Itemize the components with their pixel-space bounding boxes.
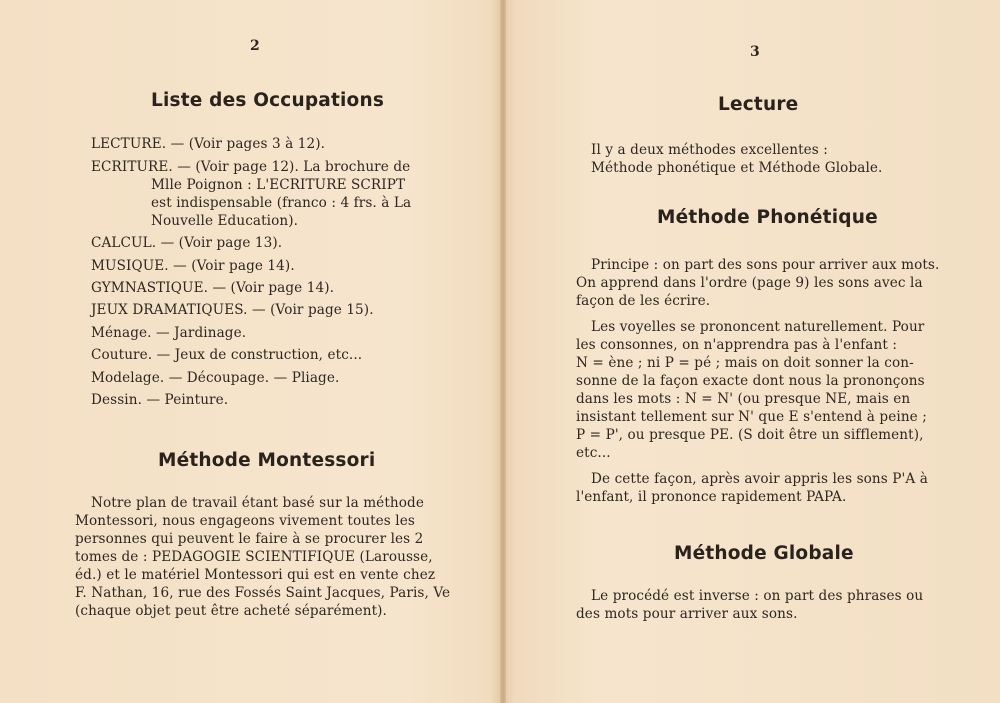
paragraph-line: sonne de la façon exacte dont nous la prononçons bbox=[576, 373, 925, 389]
paragraph-line: Méthode phonétique et Méthode Globale. bbox=[591, 160, 883, 176]
occupation-line: MUSIQUE. — (Voir page 14). bbox=[91, 258, 295, 274]
occupation-line: JEUX DRAMATIQUES. — (Voir page 15). bbox=[91, 302, 374, 318]
paragraph-line: Le procédé est inverse : on part des phrases ou bbox=[591, 588, 924, 604]
occupation-line: LECTURE. — (Voir pages 3 à 12). bbox=[91, 136, 326, 152]
paragraph-line: tomes de : PEDAGOGIE SCIENTIFIQUE (Larousse, bbox=[75, 549, 433, 565]
paragraph-line: N = ène ; ni P = pé ; mais on doit sonner la con- bbox=[576, 355, 914, 371]
right-page bbox=[506, 0, 1000, 703]
paragraph-line: personnes qui peuvent le faire à se procurer les 2 bbox=[75, 531, 424, 547]
paragraph-line: Principe : on part des sons pour arriver aux mots. bbox=[591, 257, 940, 273]
occupation-line: Modelage. — Découpage. — Pliage. bbox=[91, 370, 340, 386]
section-heading: Méthode Montessori bbox=[158, 450, 376, 471]
paragraph-line: P = P', ou presque PE. (S doit être un sifflement), bbox=[576, 427, 924, 443]
occupation-line: ECRITURE. — (Voir page 12). La brochure de bbox=[91, 159, 411, 175]
paragraph-line: éd.) et le matériel Montessori qui est en vente chez bbox=[75, 567, 436, 583]
paragraph-line: F. Nathan, 16, rue des Fossés Saint Jacques, Paris, Ve bbox=[75, 585, 451, 601]
paragraph-line: façon de les écrire. bbox=[576, 293, 711, 309]
paragraph-line: dans les mots : N = N' (ou presque NE, mais en bbox=[576, 391, 911, 407]
paragraph-line: Montessori, nous engageons vivement toutes les bbox=[75, 513, 415, 529]
occupation-line: Dessin. — Peinture. bbox=[91, 392, 229, 408]
page-title: Liste des Occupations bbox=[151, 90, 385, 111]
paragraph-line: Les voyelles se prononcent naturellement. Pour bbox=[591, 319, 925, 335]
paragraph-line: Il y a deux méthodes excellentes : bbox=[591, 142, 828, 158]
paragraph-line: De cette façon, après avoir appris les sons P'A à bbox=[591, 471, 928, 487]
occupation-line: Ménage. — Jardinage. bbox=[91, 325, 247, 341]
paragraph-line: insistant tellement sur N' que E s'entend à peine ; bbox=[576, 409, 927, 425]
paragraph-line: l'enfant, il prononce rapidement PAPA. bbox=[576, 489, 847, 505]
occupation-line: est indispensable (franco : 4 frs. à La bbox=[151, 195, 412, 211]
paragraph-line: Notre plan de travail étant basé sur la méthode bbox=[91, 495, 424, 511]
paragraph-line: On apprend dans l'ordre (page 9) les sons avec la bbox=[576, 275, 923, 291]
occupation-line: GYMNASTIQUE. — (Voir page 14). bbox=[91, 280, 335, 296]
paragraph-line: etc... bbox=[576, 445, 611, 461]
occupation-line: Mlle Poignon : L'ECRITURE SCRIPT bbox=[151, 177, 406, 193]
occupation-line: Couture. — Jeux de construction, etc... bbox=[91, 347, 363, 363]
paragraph-line: des mots pour arriver aux sons. bbox=[576, 606, 798, 622]
section-heading: Méthode Phonétique bbox=[657, 207, 878, 228]
page-number: 3 bbox=[750, 44, 760, 60]
paragraph-line: les consonnes, on n'apprendra pas à l'enfant : bbox=[576, 337, 898, 353]
occupation-line: CALCUL. — (Voir page 13). bbox=[91, 235, 283, 251]
section-heading: Méthode Globale bbox=[674, 543, 854, 564]
paragraph-line: (chaque objet peut être acheté séparément). bbox=[75, 603, 387, 619]
page-title: Lecture bbox=[718, 94, 799, 115]
occupation-line: Nouvelle Education). bbox=[151, 213, 299, 229]
page-number: 2 bbox=[250, 38, 260, 54]
